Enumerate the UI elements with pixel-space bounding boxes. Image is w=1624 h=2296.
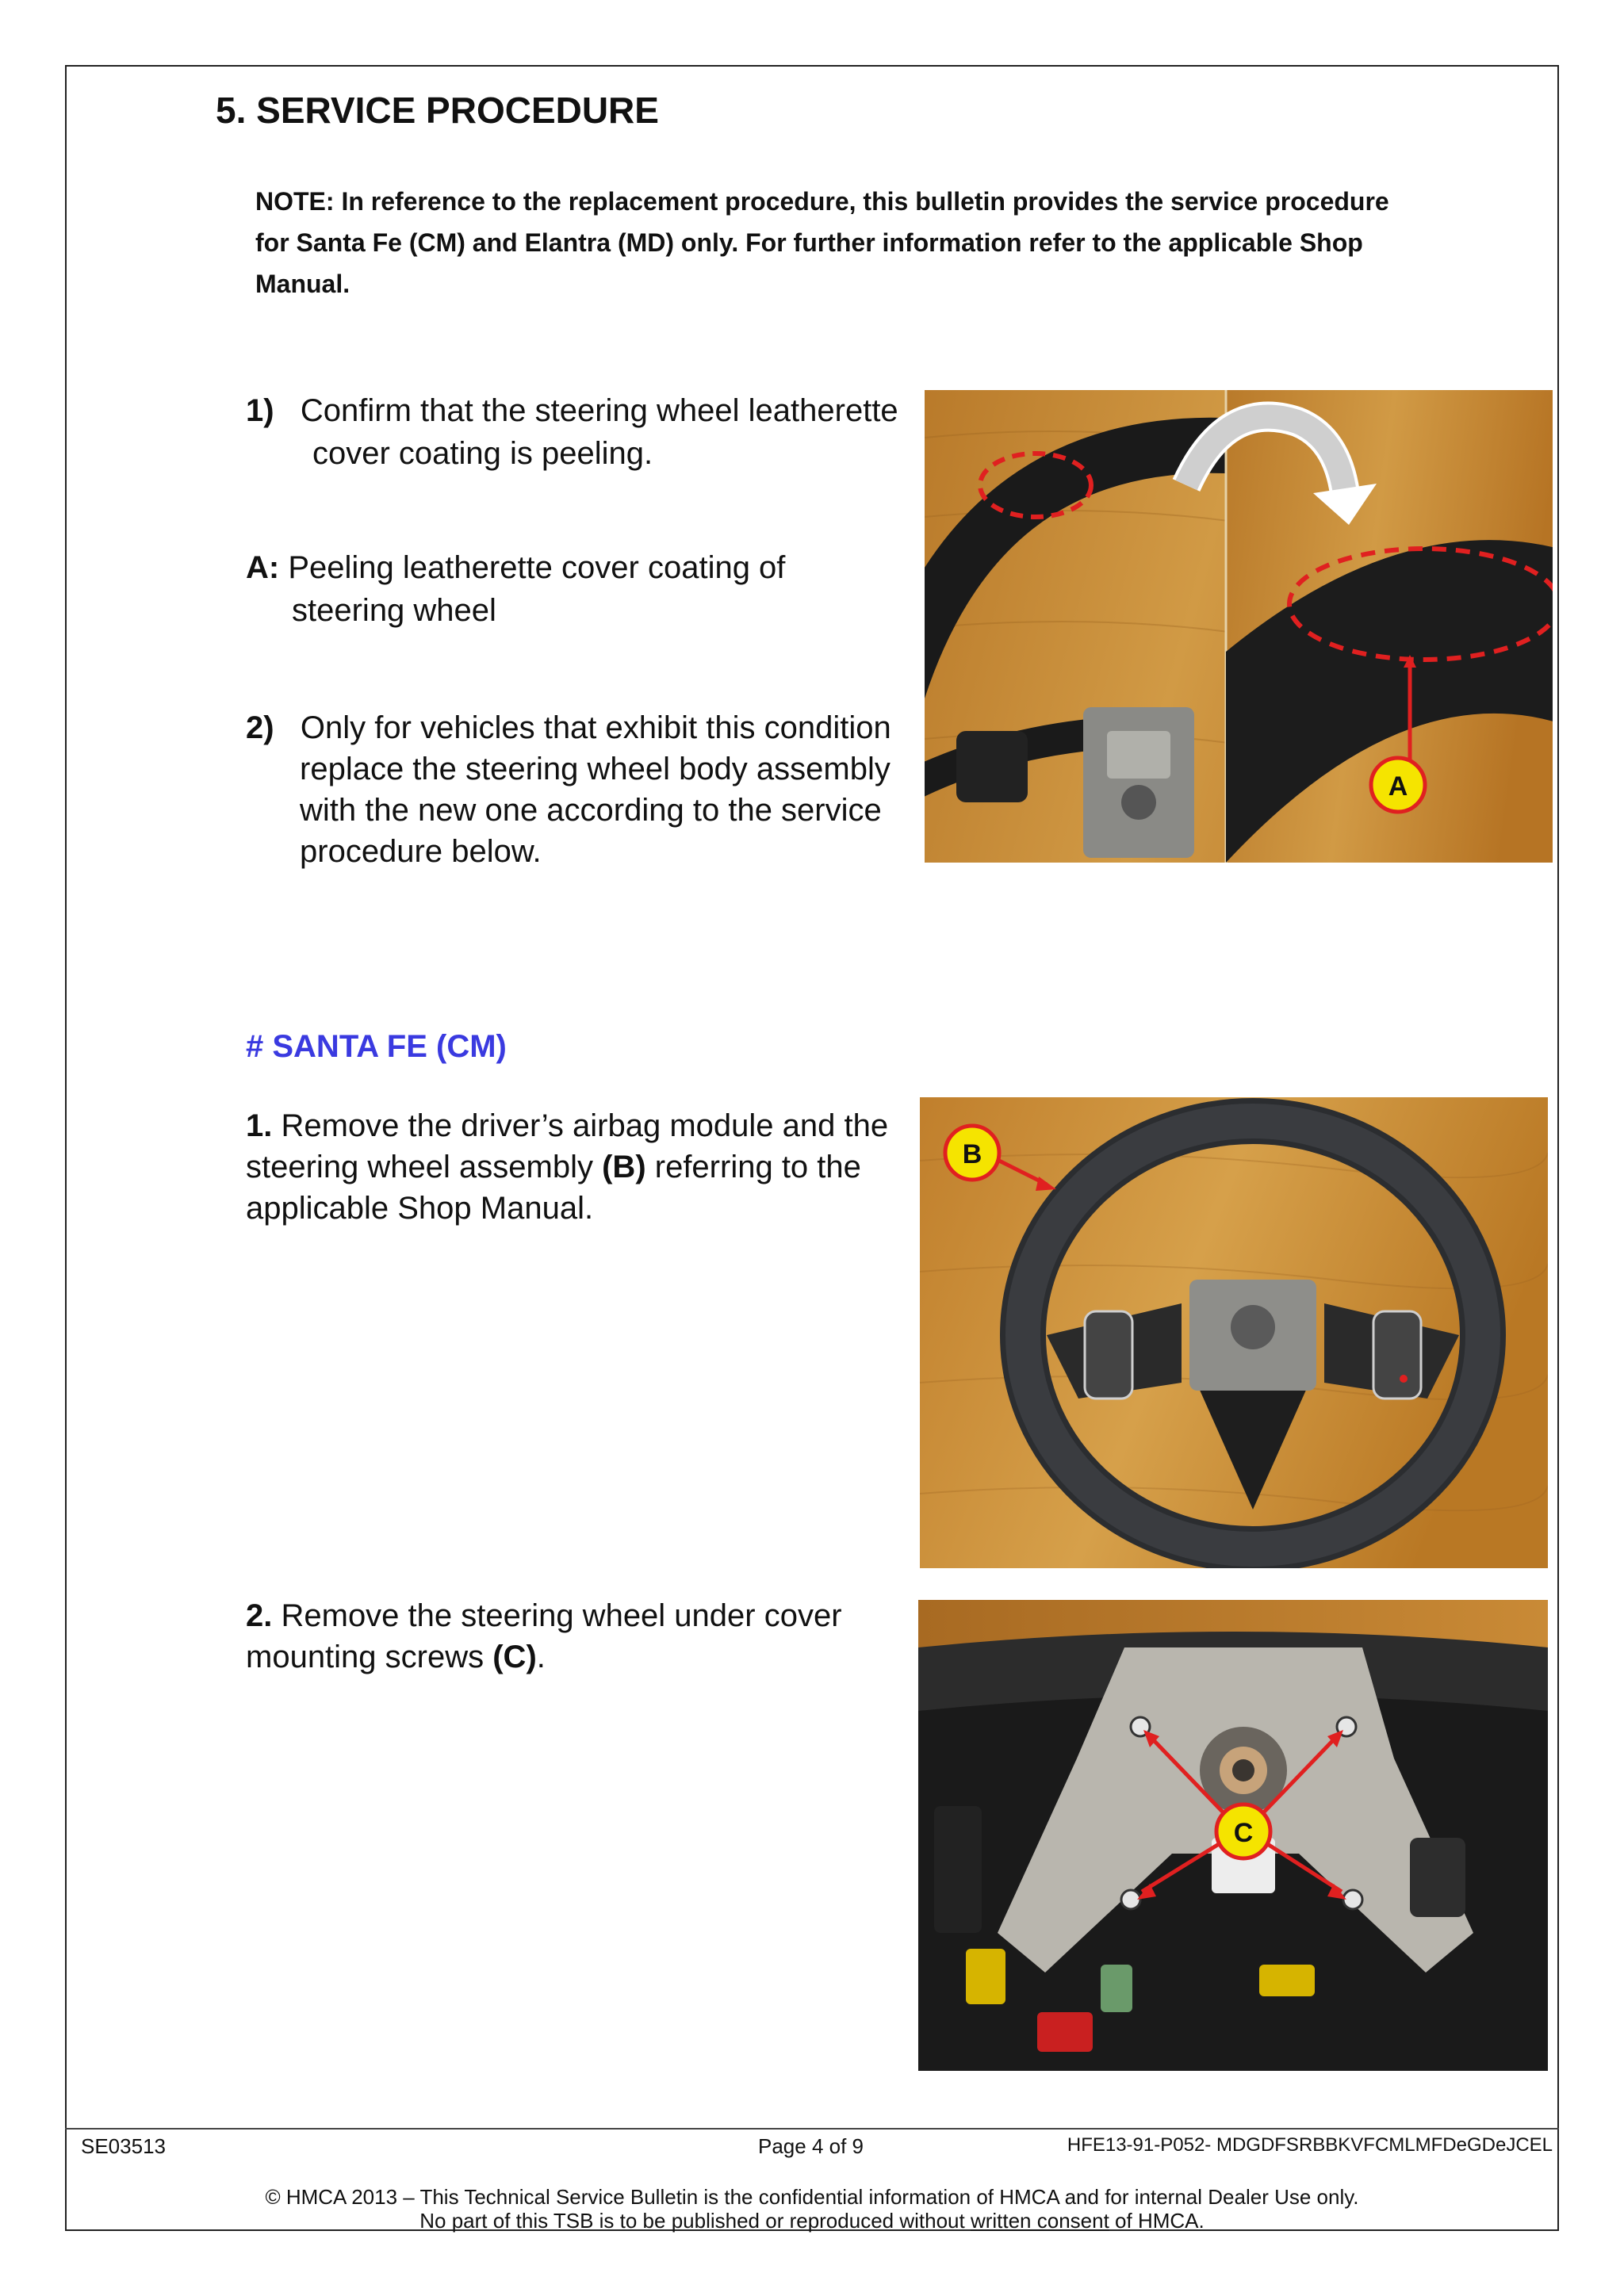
step-2: [246, 707, 891, 748]
procedure-step-2-text-b: mounting screws: [246, 1640, 493, 1674]
procedure-step-1-text-c: referring to the: [645, 1150, 861, 1184]
footer-copyright-line2-underlined: written consent: [970, 2209, 1109, 2233]
footer-copyright-line1: © HMCA 2013 – This Technical Service Bulletin is the confidential information of HMCA and for internal Dealer Use only.: [265, 2185, 1359, 2209]
callout-a: A: [1388, 771, 1408, 802]
subsection-santa-fe: # SANTA FE (CM): [246, 1029, 507, 1064]
label-a-text-line2: steering wheel: [292, 593, 496, 628]
procedure-step-1-text-b: steering wheel assembly: [246, 1150, 603, 1184]
procedure-step-1: [246, 1105, 928, 1229]
step-2-text-line4: procedure below.: [300, 834, 542, 869]
photo-peeling-steering-wheel: [925, 390, 1553, 863]
callout-b: B: [962, 1139, 982, 1169]
footer-bulletin-code: HFE13-91-P052- MDGDFSRBBKVFCMLMFDeGDeJCEL: [1067, 2134, 1553, 2156]
footer-copyright-line2-a: No part of this TSB is to be published or reproduced without: [419, 2209, 971, 2233]
procedure-step-2-ref: (C): [492, 1640, 537, 1674]
photo-mounting-screws: [918, 1600, 1548, 2071]
photo-steering-wheel-assembly-graphic: [920, 1097, 1548, 1568]
photo-steering-wheel-assembly: [920, 1097, 1548, 1568]
callout-c: C: [1233, 1818, 1254, 1848]
step-2-text-line3: with the new one according to the service: [300, 793, 882, 828]
step-1-number: 1): [246, 393, 274, 428]
label-a-text-line1: Peeling leatherette cover coating of: [288, 550, 786, 585]
footer-page-number: Page 4 of 9: [758, 2134, 864, 2158]
step-1: [246, 390, 898, 431]
footer-copyright-line2: [0, 2209, 1624, 2233]
procedure-step-1-ref: (B): [602, 1150, 646, 1184]
step-2-text-line1: Only for vehicles that exhibit this condition: [300, 710, 891, 745]
section-heading: 5. SERVICE PROCEDURE: [216, 90, 659, 131]
procedure-step-1-number: 1.: [246, 1108, 273, 1143]
step-1-text-line2: cover coating is peeling.: [312, 436, 653, 471]
procedure-step-2: [246, 1595, 928, 1678]
step-1-text-line1: Confirm that the steering wheel leatherette: [300, 393, 898, 428]
procedure-step-2-number: 2.: [246, 1598, 273, 1633]
footer-copyright-line2-b: of HMCA.: [1109, 2209, 1205, 2233]
footer-doc-id: SE03513: [81, 2134, 166, 2158]
label-a: A:: [246, 550, 280, 585]
procedure-step-2-text-a: Remove the steering wheel under cover: [281, 1598, 842, 1633]
note-paragraph: NOTE: In reference to the replacement procedure, this bulletin provides the service procedure for Santa Fe (CM) and Elantra (MD) only. For further information refer to the applicable Shop Manual.: [255, 187, 1389, 298]
step-2-number: 2): [246, 710, 274, 745]
step-2-text-line2: replace the steering wheel body assembly: [300, 752, 891, 786]
procedure-step-2-text-c: .: [536, 1640, 546, 1674]
photo-mounting-screws-graphic: [918, 1600, 1548, 2071]
procedure-step-1-text-a: Remove the driver’s airbag module and the: [281, 1108, 889, 1143]
procedure-step-1-text-d: applicable Shop Manual.: [246, 1191, 594, 1226]
photo-peeling-steering-wheel-graphic: [925, 390, 1553, 863]
footer-divider: [65, 2128, 1559, 2130]
label-a-description: [246, 547, 785, 588]
